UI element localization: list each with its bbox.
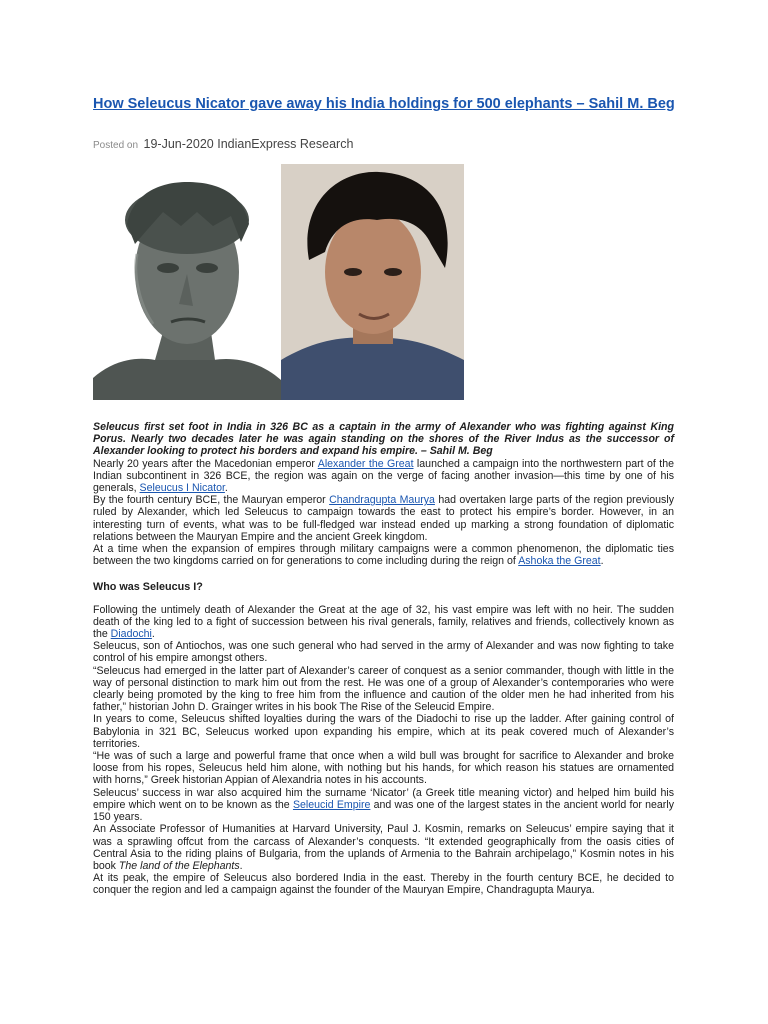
link-diadochi[interactable]: Diadochi [110,628,152,641]
posted-label: Posted on [93,140,139,151]
paragraph: At a time when the expansion of empires through military campaigns were a common phenomenon, the diplomatic ties between the two kingdoms carried on for generations to come including during the reign of Ashoka the Great. [93,543,674,568]
paragraph: At its peak, the empire of Seleucus also bordered India in the east. Thereby in the fourth century BCE, he decided to conquer the region and led a campaign against the founder of the Mauryan Empire, Chandragupta Maurya. [93,872,674,897]
paragraph: An Associate Professor of Humanities at Harvard University, Paul J. Kosmin, remarks on Seleucus’ empire saying that it was a sprawling offcut from the carcass of Alexander’s conquests. “It extended geographically from the oasis cities of Central Asia to the riding plains of Bulgaria, from the uplands of Armenia to the Bahrain archipelago,” Kosmin notes in his book The land of the Elephants. [93,823,674,872]
article-title[interactable]: How Seleucus Nicator gave away his India holdings for 500 elephants – Sahil M. Beg [93,96,675,112]
quote-paragraph: “He was of such a large and powerful frame that once when a wild bull was brought for sacrifice to Alexander and broke loose from his ropes, Seleucus held him alone, with nothing but his hands, for which reason his statues are ornamented with horns,” Greek historian Appian of Alexandria notes in his accounts. [93,750,674,787]
book-title: The land of the Elephants [118,859,240,872]
section-heading: Who was Seleucus I? [93,581,203,594]
link-seleucid-empire[interactable]: Seleucid Empire [292,798,371,811]
paragraph: In years to come, Seleucus shifted loyalties during the wars of the Diadochi to rise up the ladder. After gaining control of Babylonia in 321 BC, Seleucus worked upon expanding his empire, which at its peak covered much of Alexander’s territories. [93,713,674,750]
author-portrait-image [281,164,464,400]
link-ashoka-the-great[interactable]: Ashoka the Great [518,555,601,568]
paragraph: Seleucus, son of Antiochos, was one such general who had served in the army of Alexander and was now fighting to take control of his empire amongst others. [93,640,674,665]
post-date: 19-Jun-2020 [143,137,214,151]
link-chandragupta-maurya[interactable]: Chandragupta Maurya [329,494,435,507]
article-body [93,421,674,897]
paragraph: Nearly 20 years after the Macedonian emperor Alexander the Great launched a campaign into the northwestern part of the Indian subcontinent in 326 BCE, the region was again on the verge of facing another invasion—this time by one of his generals, Seleucus I Nicator. [93,457,674,495]
post-source: IndianExpress Research [217,137,354,151]
seleucus-bust-image [93,164,281,400]
post-meta [93,137,353,151]
paragraph: By the fourth century BCE, the Mauryan emperor Chandragupta Maurya had overtaken large parts of the region previously ruled by Alexander, which led Seleucus to campaign towards the east to protect his empire’s border. However, in an interesting turn of events, what was to be full-fledged war instead ended up marking a strong foundation of diplomatic relations between the Mauryan Empire and the ancient Greek kingdom. [93,494,674,543]
link-alexander-the-great[interactable]: Alexander the Great [317,457,414,470]
quote-paragraph: “Seleucus had emerged in the latter part of Alexander’s career of conquest as a senior commander, though with little in the way of personal distinction to mark him out from the rest. He was one of a group of Alexander’s contemporaries who were clearly being promoted by the king to free him from the influence and caution of the older men he had inherited from his father,” historian John D. Grainger writes in his book The Rise of the Seleucid Empire. [93,664,674,714]
paragraph: Following the untimely death of Alexander the Great at the age of 32, his vast empire was left with no heir. The sudden death of the king led to a fight of succession between his rival generals, family, relatives and friends, collectively known as the Diadochi. [93,603,674,641]
paragraph: Seleucus’ success in war also acquired him the surname ‘Nicator’ (a Greek title meaning victor) and helped him build his empire which went on to be known as the Seleucid Empire and was one of the largest states in the ancient world for nearly 150 years. [93,786,674,824]
link-seleucus-i-nicator[interactable]: Seleucus I Nicator [139,482,225,495]
lead-paragraph: Seleucus first set foot in India in 326 BC as a captain in the army of Alexander who was fighting against King Porus. Nearly two decades later he was again standing on the shores of the River Indus as the successor of Alexander looking to protect his borders and expand his empire. – Sahil M. Beg [93,421,674,458]
